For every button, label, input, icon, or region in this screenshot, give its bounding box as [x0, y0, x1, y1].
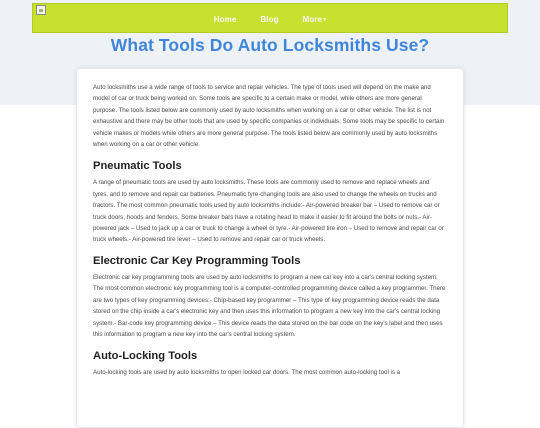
nav-more-dropdown[interactable] [291, 15, 339, 24]
section-heading-auto-locking: Auto-Locking Tools [93, 350, 198, 363]
section-body-pneumatic: A range of pneumatic tools are used by auto locksmiths. These tools are commonly used to remove and replace wheels and tyres, and to remove and repair car batteries. Pneumatic tyre-changing tools are also used to change the wheels on trucks and tractors. The most common pneumatic tools used by auto locksmiths include:- Air-powered breaker bar – Used to remove car or truck doors, hoods and fenders. Some breaker bars have a rotating head to make it easier to fit around the bolts or nuts.- Air-powered jack – Used to jack up a car or truck to change a wheel or tyre.- Air-powered tire iron – Used to remove and repair car or truck wheels.- Air-powered tire lever – Used to remove and repair car or truck wheels. [93, 179, 444, 244]
nav-links [33, 4, 507, 34]
section-body-auto-locking: Auto-locking tools are used by auto locksmiths to open locked car doors. The most common auto-locking tool is a [93, 369, 401, 377]
article-card [76, 68, 464, 428]
section-body-key-programming: Electronic car key programming tools are used by auto locksmiths to program a new car key into a car's central locking system. The most common electronic key programming tool is a computer-controlled programming device called a key programmer. There are two types of key programming devices:- Chip-based key programmer – This type of key programming device reads the data stored on the chip inside a car's electronic key and then uses this information to program a new key into the car's central locking system.- Bar-code key programming device – This device reads the data stored on the bar code on the key's label and then uses this information to program a new key into the car's central locking system. [93, 273, 446, 338]
section-heading-key-programming: Electronic Car Key Programming Tools [93, 254, 301, 267]
intro-paragraph: Auto locksmiths use a wide range of tools to service and repair vehicles. The type of tools used will depend on the make and model of car or truck being worked on. Some tools are specific to a certain make or model, while others are more general purpose. The tools listed below are commonly used by auto locksmiths when working on a car or other vehicle. The list is not exhaustive and there may be other tools that are used by specific companies or individuals. Some tools may be specific to certain vehicle makes or models while others are more general purpose. The tools listed below are commonly used by auto locksmiths when working on a car or other vehicle. [93, 84, 445, 149]
nav-home-link[interactable]: Home [213, 14, 237, 24]
section-heading-pneumatic: Pneumatic Tools [93, 160, 182, 173]
top-navigation-bar [32, 3, 508, 33]
nav-more-label: More [302, 14, 323, 24]
page-title: What Tools Do Auto Locksmiths Use? [110, 35, 430, 55]
nav-blog-link[interactable]: Blog [260, 14, 279, 24]
caret-down-icon: ▾ [323, 16, 327, 23]
